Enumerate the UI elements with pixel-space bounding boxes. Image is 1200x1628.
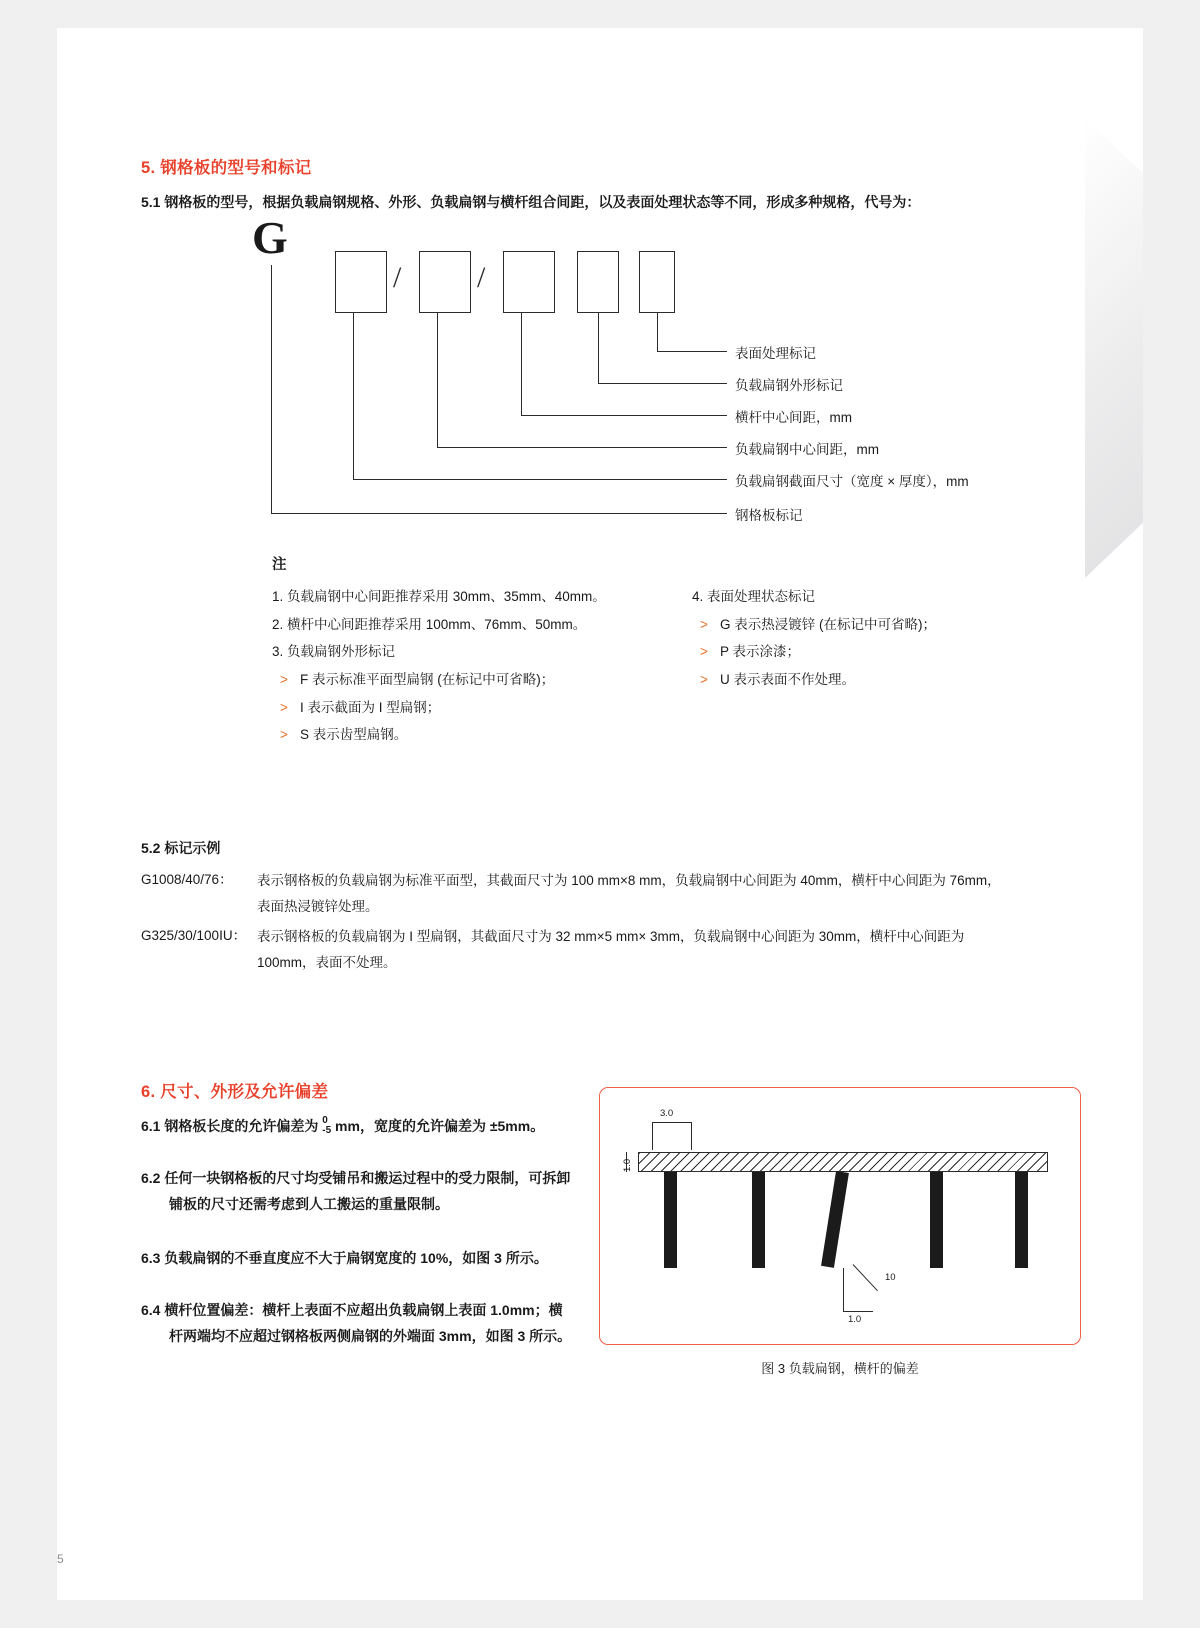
chevron-icon: > [700, 616, 708, 632]
leader-grating-mark-h [271, 513, 727, 514]
example-2-text-line2: 100mm，表面不处理。 [257, 955, 397, 970]
document-page [57, 28, 1143, 1600]
dim-ext-right [691, 1122, 692, 1150]
leader-crossbar-h [521, 415, 727, 416]
note-sub-item [272, 721, 692, 749]
page-content [57, 28, 1143, 1600]
diagram-separator-1: / [393, 261, 402, 294]
figure-bearing-bar [930, 1172, 943, 1268]
note-sub-item-label: P 表示涂漆； [720, 644, 801, 660]
leader-shape-h [598, 383, 727, 384]
tolerance-lower: -5 [322, 1125, 332, 1136]
note-sub-item [272, 694, 692, 722]
item-6-4-id: 6.4 [141, 1302, 161, 1318]
chevron-icon: > [280, 727, 288, 743]
figure-bearing-bar [664, 1172, 677, 1268]
dim-label-top-width: 3.0 [660, 1108, 674, 1119]
dim-label-angle-base: 1.0 [848, 1314, 862, 1325]
notes-column-left [272, 583, 692, 749]
callout-shape-mark: 负载扁钢外形标记 [735, 378, 843, 393]
example-1-text: 表示钢格板的负载扁钢为标准平面型，其截面尺寸为 100 mm×8 mm，负载扁钢中心间距为 40mm，横杆中心间距为 76mm， [257, 873, 1001, 888]
dim-leader-angle [853, 1264, 878, 1291]
figure-3-container [599, 1087, 1081, 1345]
page-number: 5 [57, 1552, 64, 1566]
leader-bearing-spacing-h [437, 447, 727, 448]
item-6-1 [141, 1114, 611, 1140]
item-6-2 [141, 1166, 621, 1192]
item-6-4-line2: 杆两端均不应超过钢格板两侧扁钢的外端面 3mm，如图 3 所示。 [169, 1328, 572, 1344]
leader-section-size-v [353, 313, 354, 479]
note-sub-item-label: U 表示表面不作处理。 [720, 672, 855, 688]
note-item: 2. 横杆中心间距推荐采用 100mm、76mm、50mm。 [272, 616, 587, 632]
figure-bearing-bar-tilted [821, 1171, 849, 1268]
note-sub-item-label: I 表示截面为 I 型扁钢； [300, 699, 441, 715]
callout-crossbar-spacing: 横杆中心间距，mm [735, 410, 852, 425]
item-6-4-line1: 横杆位置偏差：横杆上表面不应超出负载扁钢上表面 1.0mm；横 [164, 1302, 563, 1318]
item-6-1-text-before: 钢格板长度的允许偏差为 [164, 1118, 319, 1134]
item-6-2-line2-wrap [169, 1192, 639, 1218]
example-1-code: G1008/40/76： [141, 872, 233, 887]
diagram-box-bearing-spacing [419, 251, 471, 313]
item-6-3 [141, 1246, 621, 1272]
dim-label-angle-vertical: 10 [885, 1272, 896, 1283]
note-sub-item-label: F 表示标准平面型扁钢 (在标记中可省略)； [300, 672, 555, 688]
chevron-icon: > [700, 672, 708, 688]
note-item: 4. 表面处理状态标记 [692, 589, 816, 604]
notes-title: 注 [272, 557, 287, 573]
item-6-4-line2-wrap [169, 1324, 649, 1350]
note-item: 3. 负载扁钢外形标记 [272, 644, 396, 660]
note-sub-item [272, 666, 692, 694]
note-item: 1. 负载扁钢中心间距推荐采用 30mm、35mm、40mm。 [272, 589, 606, 604]
item-6-1-text-after: mm，宽度的允许偏差为 ±5mm。 [335, 1118, 545, 1134]
figure-top-plate [638, 1152, 1048, 1172]
section-6-heading: 6. 尺寸、外形及允许偏差 [141, 1083, 329, 1101]
item-6-2-line1: 任何一块钢格板的尺寸均受铺吊和搬运过程中的受力限制，可拆卸 [164, 1170, 571, 1186]
note-sub-item-label: G 表示热浸镀锌 (在标记中可省略)； [720, 616, 936, 632]
leader-bearing-spacing-v [437, 313, 438, 447]
section-5-heading: 5. 钢格板的型号和标记 [141, 159, 312, 177]
figure-bearing-bar [752, 1172, 765, 1268]
item-6-2-line2: 铺板的尺寸还需考虑到人工搬运的重量限制。 [169, 1196, 449, 1212]
diagram-box-section-size [335, 251, 387, 313]
tolerance-upper: 0 [322, 1115, 328, 1126]
callout-bearing-spacing: 负载扁钢中心间距，mm [735, 442, 879, 457]
notes-column-right [692, 583, 1112, 694]
item-6-1-id: 6.1 [141, 1118, 161, 1134]
diagram-box-surface-mark [639, 251, 675, 313]
leader-crossbar-v [521, 313, 522, 415]
model-code-diagram [187, 203, 1117, 553]
section-5-1-intro: 5.1 钢格板的型号，根据负载扁钢规格、外形、负载扁钢与横杆组合间距，以及表面处理状态等不同，形成多种规格，代号为： [141, 194, 921, 210]
note-sub-item [692, 638, 1112, 666]
item-6-2-id: 6.2 [141, 1170, 161, 1186]
note-sub-item-label: S 表示齿型扁钢。 [300, 727, 408, 743]
chevron-icon: > [700, 644, 708, 660]
diagram-prefix-letter: G [252, 212, 288, 263]
leader-surface-h [657, 351, 727, 352]
figure-bearing-bar [1015, 1172, 1028, 1268]
chevron-icon: > [280, 672, 288, 688]
leader-grating-mark-v [271, 265, 272, 513]
diagram-separator-2: / [477, 261, 486, 294]
dim-label-plate-height: 1.0 [622, 1158, 633, 1172]
callout-surface-treatment: 表面处理标记 [735, 346, 816, 361]
figure-3-caption: 图 3 负载扁钢，横杆的偏差 [761, 1361, 919, 1376]
diagram-box-cross-spacing [503, 251, 555, 313]
chevron-icon: > [280, 699, 288, 715]
dim-line-angle-base [843, 1311, 873, 1312]
note-sub-item [692, 611, 1112, 639]
notes-block [272, 553, 1132, 743]
leader-surface-v [657, 313, 658, 351]
leader-section-size-h [353, 479, 727, 480]
dim-line-angle-vertical [843, 1268, 844, 1312]
item-6-3-id: 6.3 [141, 1250, 161, 1266]
item-6-4 [141, 1298, 631, 1324]
diagram-box-shape-mark [577, 251, 619, 313]
dim-line-top-width [652, 1122, 692, 1123]
callout-section-size: 负载扁钢截面尺寸（宽度 × 厚度），mm [735, 474, 969, 489]
leader-shape-v [598, 313, 599, 383]
section-5-2-heading: 5.2 标记示例 [141, 840, 221, 856]
note-sub-item [692, 666, 1112, 694]
example-2-text: 表示钢格板的负载扁钢为 I 型扁钢，其截面尺寸为 32 mm×5 mm× 3mm，负载扁钢中心间距为 30mm，横杆中心间距为 [257, 929, 965, 944]
callout-grating-mark: 钢格板标记 [735, 508, 803, 523]
example-2-code: G325/30/100IU： [141, 928, 247, 943]
tolerance-fraction [322, 1116, 331, 1136]
item-6-3-line1: 负载扁钢的不垂直度应不大于扁钢宽度的 10%，如图 3 所示。 [164, 1250, 548, 1266]
dim-ext-left [652, 1122, 653, 1150]
example-1-text-line2: 表面热浸镀锌处理。 [257, 899, 379, 914]
